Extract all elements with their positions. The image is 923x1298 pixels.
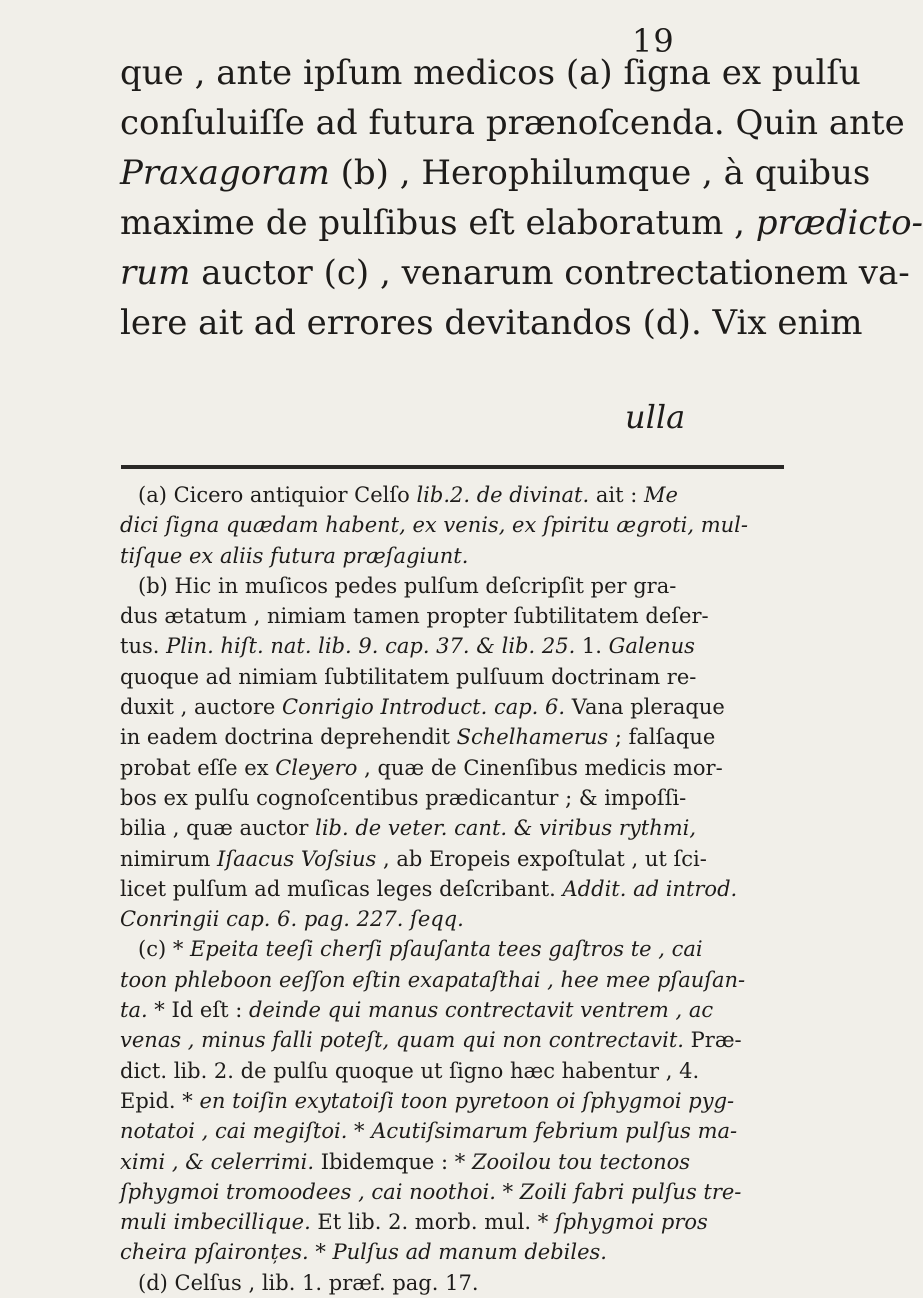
- footnote-line: dici ſigna quædam habent, ex venis, ex ſpiritu ægroti, mul-: [120, 513, 748, 538]
- footnote-line: dus ætatum , nimiam tamen propter ſubtilitatem deſer-: [120, 604, 709, 629]
- footnote-line: toon phleboon eeſſon eſtin exapataſthai , hee mee pſauſan-: [120, 967, 746, 992]
- footnote-line: duxit , auctore Conrigio Introduct. cap. 6. Vana pleraque: [120, 695, 725, 720]
- main-line: que , ante ipſum medicos (a) ſigna ex pulſu: [120, 53, 861, 93]
- footnotes: [120, 480, 787, 1298]
- main-line: Praxagoram (b) , Herophilumque , à quibus: [120, 153, 871, 193]
- main-text: [120, 48, 923, 348]
- footnote-line: ximi , & celerrimi. Ibidemque : * Zooilou tou tectonos: [120, 1149, 691, 1174]
- footnote-line: muli imbecillique. Et lib. 2. morb. mul. * ſphygmoi pros: [120, 1210, 708, 1235]
- footnote-line: (c) * Epeita teeſi cherſi pſauſanta tees gaſtros te , cai: [138, 937, 703, 962]
- footnote-line: dict. lib. 2. de pulſu quoque ut ſigno hæc habentur , 4.: [120, 1058, 700, 1083]
- footnote-line: (d) Celſus , lib. 1. præf. pag. 17.: [138, 1270, 479, 1295]
- footnote-line: Conringii cap. 6. pag. 227. ſeqq.: [120, 907, 464, 932]
- main-line: maxime de pulſibus eſt elaboratum , prædicto-: [120, 203, 923, 243]
- footnote-line: notatoi , cai megiſtoi. * Acutiſsimarum febrium pulſus ma-: [120, 1119, 738, 1144]
- footnote-line: (b) Hic in muſicos pedes pulſum deſcripſit per gra-: [138, 573, 677, 598]
- footnote-line: licet pulſum ad muſicas leges deſcribant. Addit. ad introd.: [120, 876, 738, 901]
- page-number: 19: [632, 22, 675, 60]
- footnote-line: probat eſſe ex Cleyero , quæ de Cinenſibus medicis mor-: [120, 755, 723, 780]
- footnote-line: (a) Cicero antiquior Celſo lib.2. de divinat. ait : Me: [138, 483, 678, 507]
- footnote-line: tiſque ex aliis futura præſagiunt.: [120, 543, 469, 568]
- footnote-line: quoque ad nimiam ſubtilitatem pulſuum doctrinam re-: [120, 664, 697, 689]
- footnote-divider: [121, 465, 784, 469]
- main-line: conſuluiſſe ad futura prænoſcenda. Quin ante: [120, 103, 905, 143]
- footnote-line: cheira pſaironțes. * Pulſus ad manum debiles.: [120, 1240, 607, 1265]
- catchword: ulla: [625, 398, 686, 436]
- footnote-line: ſphygmoi tromoodees , cai noothoi. * Zoili fabri pulſus tre-: [120, 1179, 742, 1204]
- main-line: lere ait ad errores devitandos (d). Vix enim: [120, 303, 863, 343]
- footnote-line: bilia , quæ auctor lib. de veter. cant. & viribus rythmi,: [120, 816, 697, 841]
- footnote-line: in eadem doctrina deprehendit Schelhamerus ; falſaque: [120, 725, 716, 750]
- footnote-line: venas , minus falli poteſt, quam qui non contrectavit. Præ-: [120, 1028, 742, 1053]
- footnote-line: nimirum Iſaacus Voſsius , ab Eropeis expoſtulat , ut ſci-: [120, 846, 707, 871]
- footnote-line: ta. * Id eſt : deinde qui manus contrectavit ventrem , ac: [120, 998, 714, 1023]
- footnote-line: Epid. * en toiſin exytatoiſi toon pyretoon oi ſphygmoi pyg-: [120, 1088, 735, 1113]
- footnote-line: bos ex pulſu cognoſcentibus prædicantur ; & impoſſi-: [120, 785, 687, 810]
- main-line: rum auctor (c) , venarum contrectationem va-: [120, 253, 910, 293]
- footnote-line: tus. Plin. hiſt. nat. lib. 9. cap. 37. & lib. 25. 1. Galenus: [120, 634, 695, 659]
